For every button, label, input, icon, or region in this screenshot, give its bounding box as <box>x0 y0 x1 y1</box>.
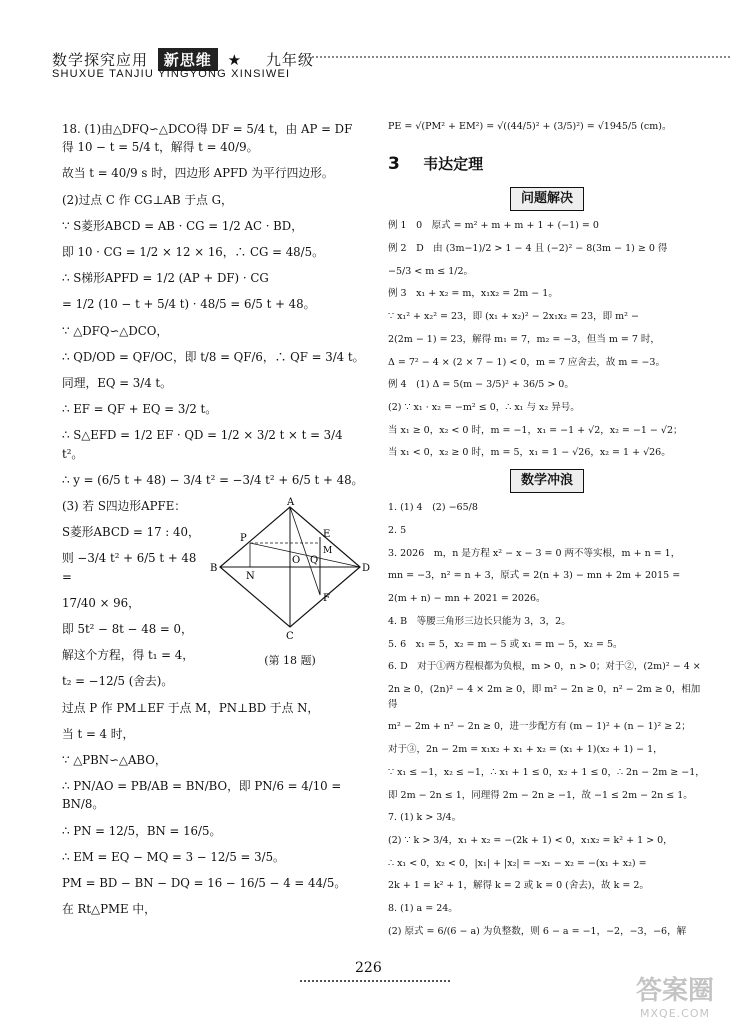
left-column <box>62 120 370 927</box>
brand-grade: 九年级 <box>265 51 314 69</box>
text-line: ∴ S梯形APFD = 1/2 (AP + DF) · CG <box>62 271 269 286</box>
text-line: 5. 6 x₁ = 5，x₂ = m − 5 或 x₁ = m − 5，x₂ = 5。 <box>388 638 623 650</box>
right-column <box>388 120 706 948</box>
label-M: M <box>323 546 333 557</box>
text-line: 例 2 D 由 (3m−1)/2 > 1 − 4 且 (−2)² − 8(3m − 1) ≥ 0 得 <box>388 242 668 254</box>
text-line: = 1/2 (10 − t + 5/4 t) · 48/5 = 6/5 t + 48。 <box>62 297 316 312</box>
text-line: 例 4 (1) Δ = 5(m − 3/5)² + 36/5 > 0。 <box>388 379 574 391</box>
watermark <box>610 970 740 1020</box>
figure-18 <box>210 497 370 669</box>
text-line: 当 t = 4 时， <box>62 726 135 741</box>
text-line: 2n ≥ 0，(2n)² − 4 × 2m ≥ 0，即 m² − 2n ≥ 0，n² − 2m ≥ 0，相加得 <box>388 684 701 710</box>
label-O: O <box>292 555 301 567</box>
text-line: ∴ S△EFD = 1/2 EF · QD = 1/2 × 3/2 t × t = 3/4 t²。 <box>62 428 343 461</box>
text-line: PM = BD − BN − DQ = 16 − 16/5 − 4 = 44/5。 <box>62 876 347 891</box>
text-line: ∵ △DFQ∽△DCO， <box>62 323 169 338</box>
text-line: ∵ S菱形ABCD = AB · CG = 1/2 AC · BD， <box>62 218 303 233</box>
text-line: 例 1 0 原式 = m² + m + m + 1 + (−1) = 0 <box>388 220 599 232</box>
text-line: ∴ PN = 12/5，BN = 16/5。 <box>62 823 222 838</box>
text-line: t₂ = −12/5 (舍去)。 <box>62 674 174 689</box>
text-line: −5/3 < m ≤ 1/2。 <box>388 265 474 277</box>
text-line: ∴ EM = EQ − MQ = 3 − 12/5 = 3/5。 <box>62 849 285 864</box>
section-heading <box>388 151 706 177</box>
text-line: (2) ∵ k > 3/4，x₁ + x₂ = −(2k + 1) < 0，x₁x₂ = k² + 1 > 0， <box>388 835 673 847</box>
label-Q: Q <box>310 555 319 567</box>
text-line: 则 −3/4 t² + 6/5 t + 48 = <box>62 551 197 584</box>
text-line: (2)过点 C 作 CG⊥AB 于点 G， <box>62 192 233 207</box>
text-line: 故当 t = 40/9 s 时，四边形 APFD 为平行四边形。 <box>62 166 334 181</box>
label-B: B <box>210 563 218 575</box>
text-line: 当 x₁ ≥ 0，x₂ < 0 时，m = −1，x₁ = −1 + √2，x₂ = −1 − √2； <box>388 424 683 436</box>
text-line: 对于③，2n − 2m = x₁x₂ + x₁ + x₂ = (x₁ + 1)(x₂ + 1) − 1， <box>388 744 663 756</box>
text-line: ∴ QD/OD = QF/OC，即 t/8 = QF/6，∴ QF = 3/4 t。 <box>62 349 365 364</box>
text-line: 即 10 · CG = 1/2 × 12 × 16，∴ CG = 48/5。 <box>62 245 324 260</box>
text-line: ∴ y = (6/5 t + 48) − 3/4 t² = −3/4 t² + 6/5 t + 48。 <box>62 472 364 487</box>
text-line: 4. B 等腰三角形三边长只能为 3，3，2。 <box>388 615 571 627</box>
brand-pinyin: SHUXUE TANJIU YINGYONG XINSIWEI <box>52 68 291 80</box>
text-line: ∵ △PBN∽△ABO， <box>62 753 167 768</box>
text-line: 7. (1) k > 3/4。 <box>388 812 462 824</box>
text-line: m² − 2m + n² − 2n ≥ 0，进一步配方有 (m − 1)² + (n − 1)² ≥ 2； <box>388 721 691 733</box>
text-line: 在 Rt△PME 中， <box>62 902 156 917</box>
text-line: 同理，EQ = 3/4 t。 <box>62 376 172 391</box>
text-line: Δ = 7² − 4 × (2 × 7 − 1) < 0，m = 7 应舍去，故 m = −3。 <box>388 356 665 368</box>
page-number: 226 <box>355 960 382 976</box>
q3-block <box>62 497 370 691</box>
page-header <box>0 0 750 100</box>
text-line: ∴ EF = QF + EQ = 3/2 t。 <box>62 402 217 417</box>
brand-box: 新思维 <box>158 48 218 71</box>
text-line: ∵ x₁² + x₂² = 23，即 (x₁ + x₂)² − 2x₁x₂ = 23，即 m² − <box>388 311 639 323</box>
box-title-problems: 问题解决 <box>510 187 584 211</box>
text-line: 18. (1)由△DFQ∽△DCO得 DF = 5/4 t，由 AP = DF 得 10 − t = 5/4 t，解得 t = 40/9。 <box>62 122 353 155</box>
brand-left: 数学探究应用 <box>52 51 149 69</box>
star-icon: ★ <box>227 51 243 69</box>
text-line: 17/40 × 96， <box>62 595 140 610</box>
text-line: (2) ∵ x₁ · x₂ = −m² ≤ 0，∴ x₁ 与 x₂ 异号。 <box>388 401 580 413</box>
text-line: 例 3 x₁ + x₂ = m，x₁x₂ = 2m − 1。 <box>388 288 558 300</box>
header-divider <box>300 56 730 58</box>
watermark-url: MXQE.COM <box>640 1007 710 1020</box>
text-line: 当 x₁ < 0，x₂ ≥ 0 时，m = 5，x₁ = 1 − √26，x₂ = 1 + √26。 <box>388 447 671 459</box>
text-line: PE = √(PM² + EM²) = √((44/5)² + (3/5)²) = √1945/5 (cm)。 <box>388 121 672 132</box>
text-line: 过点 P 作 PM⊥EF 于点 M，PN⊥BD 于点 N， <box>62 700 320 715</box>
watermark-main: 答案圈 <box>635 976 714 1006</box>
label-F: F <box>323 593 330 605</box>
text-line: (3) 若 S四边形APFE： <box>62 499 187 514</box>
text-line: 即 5t² − 8t − 48 = 0， <box>62 622 193 637</box>
text-line: 8. (1) a = 24。 <box>388 903 458 915</box>
box-title-surfing: 数学冲浪 <box>510 469 584 493</box>
label-E: E <box>323 529 331 541</box>
text-line: 即 2m − 2n ≤ 1，同理得 2m − 2n ≥ −1，故 −1 ≤ 2m − 2n ≤ 1。 <box>388 789 693 801</box>
text-line: 3. 2026 m，n 是方程 x² − x − 3 = 0 两不等实根，m + n = 1， <box>388 547 681 559</box>
label-C: C <box>286 631 294 643</box>
section-title: 韦达定理 <box>423 154 484 173</box>
text-line: ∴ x₁ < 0，x₂ < 0，|x₁| + |x₂| = −x₁ − x₂ = −(x₁ + x₂) = <box>388 857 647 869</box>
text-line: 2k + 1 = k² + 1，解得 k = 2 或 k = 0 (舍去)，故 k = 2。 <box>388 880 649 892</box>
label-A: A <box>287 497 295 509</box>
footer-divider <box>300 980 450 982</box>
text-line: ∵ x₁ ≤ −1，x₂ ≤ −1，∴ x₁ + 1 ≤ 0，x₂ + 1 ≤ 0，∴ 2n − 2m ≥ −1， <box>388 766 705 778</box>
text-line: 2(m + n) − mn + 2021 = 2026。 <box>388 593 546 605</box>
text-line: mn = −3，n² = n + 3，原式 = 2(n + 3) − mn + 2m + 2015 = <box>388 570 681 582</box>
text-line: 6. D 对于①两方程根都为负根，m > 0，n > 0；对于②，(2m)² − 4 × <box>388 661 701 673</box>
text-line: S菱形ABCD = 17 : 40， <box>62 525 200 540</box>
text-line: 2(2m − 1) = 23，解得 m₁ = 7，m₂ = −3，但当 m = 7 时， <box>388 333 660 345</box>
text-line: ∴ PN/AO = PB/AB = BN/BO，即 PN/6 = 4/10 = BN/8。 <box>62 779 342 812</box>
text-line: 2. 5 <box>388 524 407 536</box>
label-N: N <box>246 571 255 583</box>
section-number: 3 <box>388 153 400 174</box>
label-P: P <box>240 533 247 545</box>
text-line: (2) 原式 = 6/(6 − a) 为负整数，则 6 − a = −1，−2，−3，−6，解 <box>388 925 687 937</box>
rhombus-diagram <box>210 497 370 647</box>
text-line: 1. (1) 4 (2) −65/8 <box>388 502 478 514</box>
figure-caption: (第 18 题) <box>264 654 316 668</box>
label-D: D <box>362 563 370 575</box>
text-line: 解这个方程，得 t₁ = 4， <box>62 648 194 663</box>
